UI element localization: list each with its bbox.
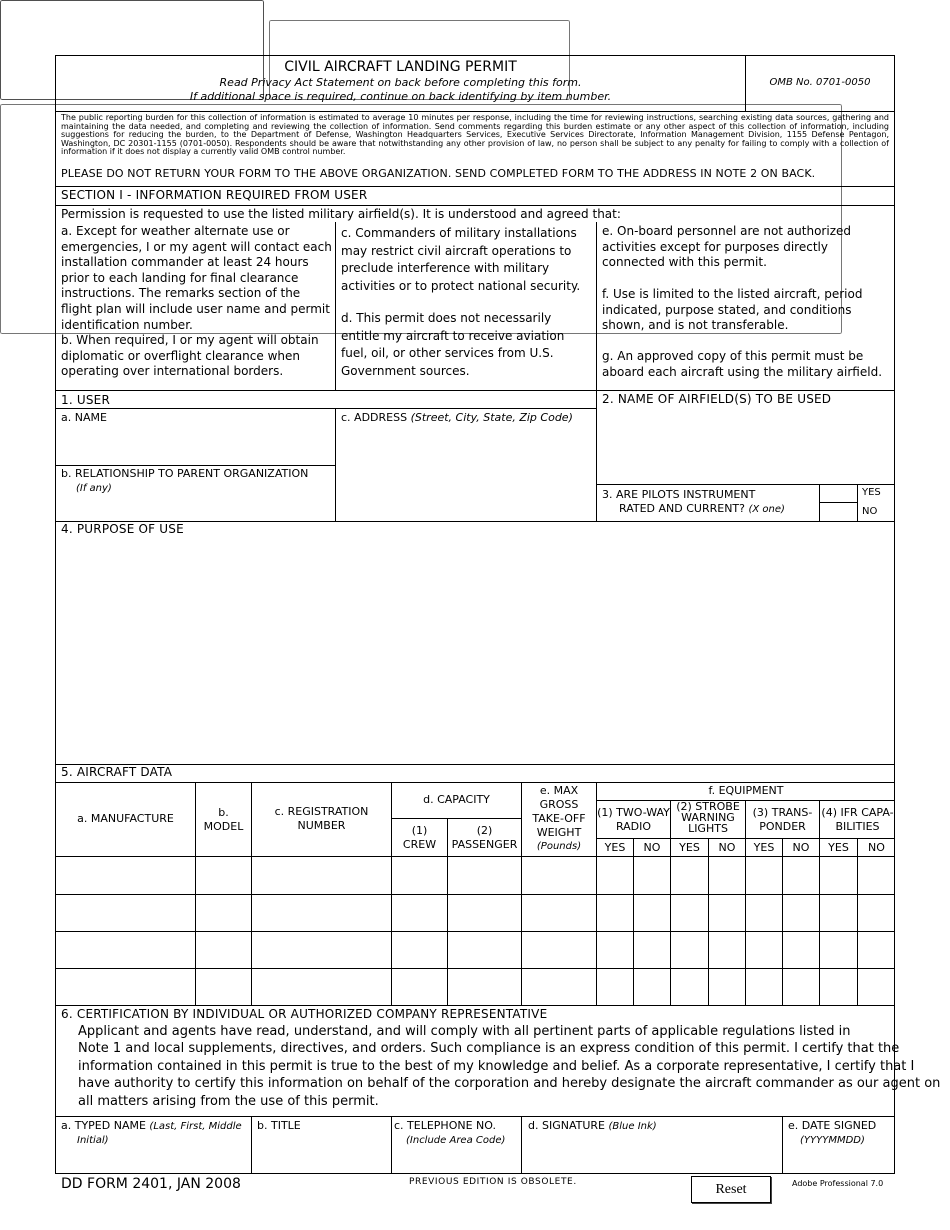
aircraft-ifr-yes-input[interactable] (820, 969, 857, 1005)
aircraft-radio-no-input[interactable] (634, 932, 670, 968)
user-heading: 1. USER (61, 393, 110, 407)
pilots-question-line2 (619, 502, 785, 515)
aircraft-transponder-no-input[interactable] (783, 969, 819, 1005)
divider (55, 408, 596, 409)
pilots-question-line1: 3. ARE PILOTS INSTRUMENT (602, 488, 756, 501)
address-label-text: c. ADDRESS (341, 411, 408, 424)
aircraft-transponder-yes-input[interactable] (746, 969, 782, 1005)
omb-number: OMB No. 0701-0050 (769, 77, 871, 88)
date-signed-input[interactable] (784, 1150, 893, 1172)
aircraft-manufacture-input[interactable] (56, 969, 195, 1005)
ifr-yes-header: YES (828, 841, 849, 854)
address-hint: (Street, City, State, Zip Code) (410, 411, 573, 424)
aircraft-weight-input[interactable] (522, 969, 596, 1005)
strobe-yes-header: YES (679, 841, 700, 854)
pilots-question-hint: (X one) (748, 504, 785, 515)
aircraft-ifr-no-input[interactable] (858, 895, 895, 931)
certification-line: Applicant and agents have read, understand, and will comply with all pertinent parts of applicable regulations listed in (78, 1024, 851, 1039)
aircraft-ifr-yes-input[interactable] (820, 857, 857, 894)
weight-header-line3: TAKE-OFF (532, 812, 586, 825)
signature-field[interactable] (523, 1134, 781, 1172)
aircraft-passenger-input[interactable] (448, 932, 521, 968)
relationship-input[interactable] (100, 497, 334, 519)
aircraft-data-heading: 5. AIRCRAFT DATA (61, 765, 173, 779)
ifr-header-line2: BILITIES (835, 820, 880, 833)
divider (596, 222, 597, 521)
aircraft-weight-input[interactable] (522, 857, 596, 894)
return-notice: PLEASE DO NOT RETURN YOUR FORM TO THE ABOVE ORGANIZATION. SEND COMPLETED FORM TO THE ADDRESS IN NOTE 2 ON BACK. (61, 167, 816, 180)
form-number: DD FORM 2401, JAN 2008 (61, 1176, 241, 1192)
aircraft-strobe-yes-input[interactable] (671, 932, 708, 968)
registration-header-line1: c. REGISTRATION (274, 805, 369, 818)
capacity-header: d. CAPACITY (423, 793, 490, 806)
aircraft-radio-no-input[interactable] (634, 857, 670, 894)
transponder-header-line2: PONDER (759, 820, 806, 833)
signature-label (528, 1119, 657, 1132)
transponder-yes-header: YES (753, 841, 775, 854)
divider (335, 408, 336, 521)
aircraft-strobe-no-input[interactable] (709, 969, 745, 1005)
model-header-line1: b. (218, 806, 229, 819)
aircraft-registration-input[interactable] (252, 895, 391, 931)
aircraft-strobe-no-input[interactable] (709, 895, 745, 931)
term-c: c. Commanders of military installations may restrict civil aircraft operations to preclude interference with military activities or to protect national security. (341, 226, 581, 293)
signature-label-text: d. SIGNATURE (528, 1119, 605, 1132)
aircraft-radio-yes-input[interactable] (597, 857, 633, 894)
radio-yes-header: YES (604, 841, 626, 854)
aircraft-transponder-no-input[interactable] (783, 895, 819, 931)
aircraft-weight-input[interactable] (522, 895, 596, 931)
divider (596, 838, 895, 839)
certification-line: have authority to certify this information on behalf of the corporation and hereby designate the aircraft commander as our agent on (78, 1076, 941, 1091)
adobe-version: Adobe Professional 7.0 (792, 1179, 884, 1188)
ifr-header-line1: (4) IFR CAPA- (821, 806, 894, 819)
radio-no-header: NO (643, 841, 661, 854)
aircraft-ifr-yes-input[interactable] (820, 932, 857, 968)
relationship-hint: (If any) (76, 483, 112, 494)
pilots-question-text: RATED AND CURRENT? (619, 502, 745, 515)
pilots-rated-no-box[interactable] (820, 503, 856, 520)
yes-label: YES (862, 487, 881, 498)
term-d: d. This permit does not necessarily entitle my aircraft to receive aviation fuel, oil, or other services from U.S. Government sources. (341, 311, 565, 378)
signature-hint: (Blue Ink) (608, 1121, 657, 1132)
aircraft-passenger-input[interactable] (448, 857, 521, 894)
term-a: a. Except for weather alternate use or emergencies, I or my agent will contact each installation commander at least 24 hours prior to each landing for final clearance instructions. The remarks section of the flight plan will include user name and permit identification number. (61, 224, 332, 332)
aircraft-transponder-yes-input[interactable] (746, 932, 782, 968)
aircraft-crew-input[interactable] (392, 932, 447, 968)
divider (55, 205, 895, 206)
title-input[interactable] (253, 1134, 390, 1172)
aircraft-registration-input[interactable] (252, 932, 391, 968)
aircraft-crew-input[interactable] (392, 969, 447, 1005)
certification-line: information contained in this permit is true to the best of my knowledge and belief. As a corporate representative, I certify that I (78, 1059, 915, 1074)
aircraft-model-input[interactable] (196, 932, 251, 968)
relationship-label: b. RELATIONSHIP TO PARENT ORGANIZATION (61, 467, 309, 480)
aircraft-crew-input[interactable] (392, 857, 447, 894)
pilots-rated-yes-box[interactable] (820, 485, 856, 501)
aircraft-strobe-no-input[interactable] (709, 932, 745, 968)
aircraft-registration-input[interactable] (252, 857, 391, 894)
manufacture-header: a. MANUFACTURE (77, 812, 174, 825)
telephone-hint: (Include Area Code) (406, 1135, 506, 1146)
aircraft-radio-yes-input[interactable] (597, 932, 633, 968)
ifr-no-header: NO (868, 841, 885, 854)
aircraft-ifr-yes-input[interactable] (820, 895, 857, 931)
aircraft-radio-yes-input[interactable] (597, 895, 633, 931)
airfield-heading: 2. NAME OF AIRFIELD(S) TO BE USED (602, 392, 832, 406)
divider (55, 782, 895, 783)
aircraft-model-input[interactable] (196, 857, 251, 894)
privacy-instruction: Read Privacy Act Statement on back before completing this form. (219, 76, 582, 89)
aircraft-registration-input[interactable] (252, 969, 391, 1005)
name-label: a. NAME (61, 411, 107, 424)
aircraft-radio-yes-input[interactable] (597, 969, 633, 1005)
address-label (341, 411, 573, 424)
divider (391, 1116, 392, 1174)
divider (857, 484, 858, 521)
aircraft-manufacture-input[interactable] (56, 895, 195, 931)
aircraft-transponder-no-input[interactable] (783, 932, 819, 968)
divider (55, 186, 895, 187)
term-g: g. An approved copy of this permit must be aboard each aircraft using the military airfield. (602, 349, 883, 379)
strobe-no-header: NO (718, 841, 736, 854)
aircraft-strobe-no-input[interactable] (709, 857, 745, 894)
strobe-header-line1: (2) STROBE (676, 800, 740, 813)
aircraft-strobe-yes-input[interactable] (671, 895, 708, 931)
burden-statement: The public reporting burden for this collection of information is estimated to average 10 minutes per response, including the time for reviewing instructions, searching existing data sources, gathering and maintaining the data needed, and completing and reviewing the collection of information. Send comments regarding this burden estimate or any other aspect of this collection of information, including suggestions for reducing the burden, to the Department of Defense, Washington Headquarters Services, Executive Services Directorate, Information Management Division, 1155 Defense Pentagon, Washington, DC 20301-1155 (0701-0050). Respondents should be aware that notwithstanding any other provision of law, no person shall be subject to any penalty for failing to comply with a collection of information if it does not display a currently valid OMB control number. (61, 113, 889, 157)
space-instruction: If additional space is required, continue on back identifying by item number. (189, 90, 612, 103)
aircraft-transponder-no-input[interactable] (783, 857, 819, 894)
weight-header-line4: WEIGHT (536, 826, 582, 839)
certification-line: Note 1 and local supplements, directives, and orders. Such compliance is an express condition of this permit. I certify that the (78, 1041, 900, 1056)
telephone-input[interactable] (393, 1150, 520, 1172)
divider (55, 465, 335, 466)
aircraft-ifr-no-input[interactable] (858, 857, 895, 894)
registration-header-line2: NUMBER (297, 819, 346, 832)
term-b: b. When required, I or my agent will obtain diplomatic or overflight clearance when operating over international borders. (61, 333, 319, 379)
term-e: e. On-board personnel are not authorized activities except for purposes directly connected with this permit. (602, 224, 851, 270)
certification-line: all matters arising from the use of this permit. (78, 1094, 379, 1109)
weight-header-line1: e. MAX (539, 784, 579, 797)
section-intro: Permission is requested to use the listed military airfield(s). It is understood and agreed that: (61, 207, 621, 221)
radio-header-line1: (1) TWO-WAY (597, 806, 670, 819)
typed-name-hint: (Last, First, Middle (149, 1121, 242, 1132)
weight-header-unit: (Pounds) (536, 841, 582, 852)
name-input[interactable] (57, 425, 334, 463)
aircraft-ifr-no-input[interactable] (858, 932, 895, 968)
divider (55, 111, 895, 112)
transponder-no-header: NO (792, 841, 810, 854)
typed-name-label-text: a. TYPED NAME (61, 1119, 146, 1132)
passenger-header-line1: (2) (476, 824, 493, 837)
strobe-header-line2: WARNING (681, 811, 735, 824)
term-f: f. Use is limited to the listed aircraft, period indicated, purpose stated, and conditions shown, and is not transferable. (602, 287, 863, 333)
strobe-header-line3: LIGHTS (688, 822, 728, 835)
aircraft-weight-input[interactable] (522, 932, 596, 968)
equipment-header: f. EQUIPMENT (708, 784, 784, 797)
divider (521, 1116, 522, 1174)
crew-header-line1: (1) (411, 824, 428, 837)
divider (55, 1116, 895, 1117)
transponder-header-line1: (3) TRANS- (752, 806, 813, 819)
divider (335, 222, 336, 390)
divider (782, 1116, 783, 1174)
aircraft-model-input[interactable] (196, 969, 251, 1005)
passenger-header-line2: PASSENGER (451, 838, 518, 851)
weight-header-line2: GROSS (539, 798, 579, 811)
radio-header-line2: RADIO (615, 820, 652, 833)
crew-header-line2: CREW (402, 838, 437, 851)
aircraft-radio-no-input[interactable] (634, 969, 670, 1005)
aircraft-transponder-yes-input[interactable] (746, 857, 782, 894)
section-title: SECTION I - INFORMATION REQUIRED FROM USER (61, 188, 368, 202)
obsolete-notice: PREVIOUS EDITION IS OBSOLETE. (409, 1177, 577, 1187)
aircraft-radio-no-input[interactable] (634, 895, 670, 931)
aircraft-transponder-yes-input[interactable] (746, 895, 782, 931)
divider (55, 1005, 895, 1006)
aircraft-ifr-no-input[interactable] (858, 969, 895, 1005)
typed-name-label (61, 1119, 242, 1132)
date-signed-hint: (YYYYMMDD) (800, 1135, 865, 1146)
aircraft-crew-input[interactable] (392, 895, 447, 931)
aircraft-strobe-yes-input[interactable] (671, 857, 708, 894)
reset-button[interactable]: Reset (691, 1176, 771, 1203)
typed-name-input[interactable] (57, 1150, 250, 1172)
aircraft-passenger-input[interactable] (448, 895, 521, 931)
purpose-heading: 4. PURPOSE OF USE (61, 522, 184, 536)
title-label: b. TITLE (257, 1119, 301, 1132)
aircraft-model-input[interactable] (196, 895, 251, 931)
divider (55, 390, 895, 391)
telephone-label: c. TELEPHONE NO. (394, 1119, 496, 1132)
certification-heading: 6. CERTIFICATION BY INDIVIDUAL OR AUTHORIZED COMPANY REPRESENTATIVE (61, 1007, 548, 1021)
typed-name-hint-line2: Initial) (77, 1135, 109, 1146)
no-label: NO (862, 506, 878, 517)
model-header-line2: MODEL (203, 820, 244, 833)
aircraft-passenger-input[interactable] (448, 969, 521, 1005)
divider (55, 764, 895, 765)
aircraft-manufacture-input[interactable] (56, 857, 195, 894)
form-title: CIVIL AIRCRAFT LANDING PERMIT (284, 59, 517, 75)
divider (391, 818, 521, 819)
divider (251, 1116, 252, 1174)
date-signed-label: e. DATE SIGNED (788, 1119, 877, 1132)
aircraft-manufacture-input[interactable] (56, 932, 195, 968)
aircraft-strobe-yes-input[interactable] (671, 969, 708, 1005)
divider (596, 800, 895, 801)
